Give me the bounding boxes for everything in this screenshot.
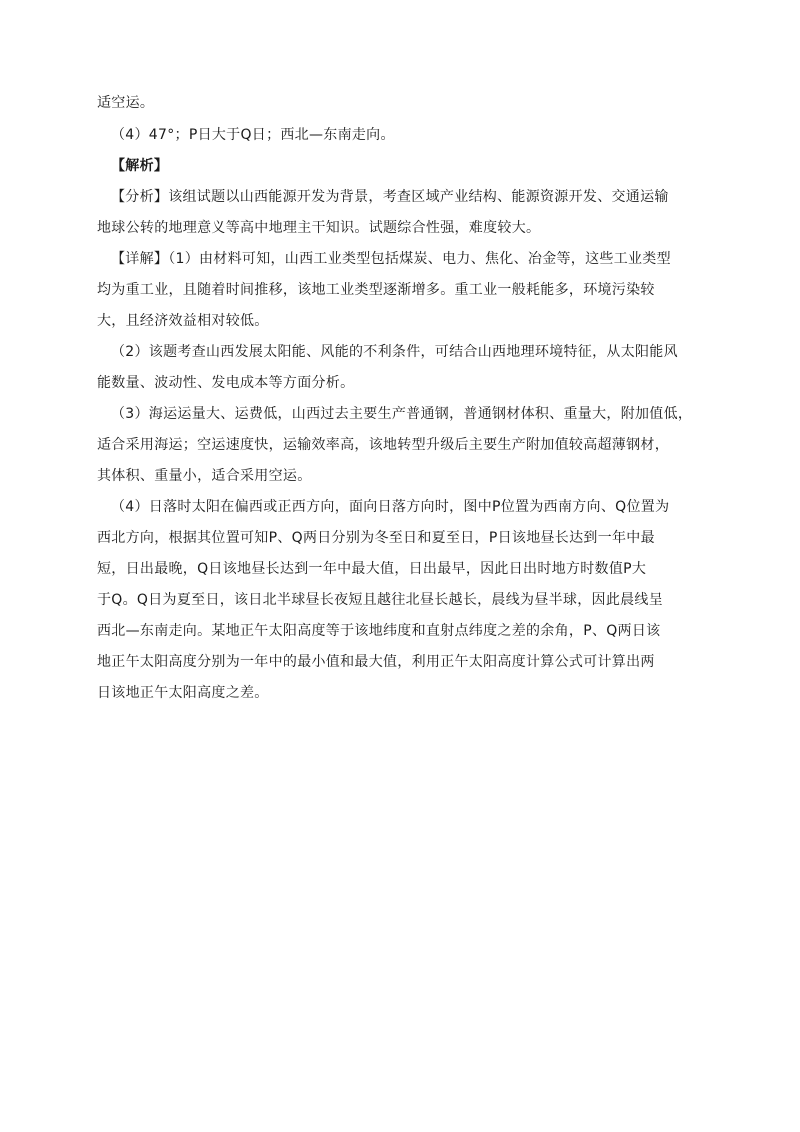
detail-line-2: 均为重工业，且随着时间推移，该地工业类型逐渐增多。重工业一般耗能多，环境污染较: [97, 282, 655, 298]
answer-line-4: （4）47°；P日大于Q日；西北—东南走向。: [111, 127, 395, 143]
text-line-1: 适空运。: [97, 95, 155, 111]
detail-line-12: 于Q。Q日为夏至日，该日北半球昼长夜短且越往北昼长越长，晨线为昼半球，因此晨线呈: [97, 592, 664, 608]
analysis-heading: 【解析】: [111, 158, 169, 174]
detail-line-10: 西北方向，根据其位置可知P、Q两日分别为冬至日和夏至日，P日该地昼长达到一年中最: [97, 530, 655, 546]
detail-line-11: 短，日出最晚，Q日该地昼长达到一年中最大值，日出最早，因此日出时地方时数值P大: [97, 561, 647, 577]
analysis-summary-line-2: 地球公转的地理意义等高中地理主干知识。试题综合性强，难度较大。: [97, 220, 541, 236]
detail-line-13: 西北—东南走向。某地正午太阳高度等于该地纬度和直射点纬度之差的余角，P、Q两日该: [97, 623, 661, 639]
detail-line-6: （3）海运运量大、运费低，山西过去主要生产普通钢，普通钢材体积、重量大，附加值低，: [111, 406, 693, 422]
detail-line-7: 适合采用海运；空运速度快，运输效率高，该地转型升级后主要生产附加值较高超薄钢材，: [97, 437, 669, 453]
detail-line-8: 其体积、重量小，适合采用空运。: [97, 468, 312, 484]
detail-line-5: 能数量、波动性、发电成本等方面分析。: [97, 375, 355, 391]
detail-line-1: 【详解】（1）由材料可知，山西工业类型包括煤炭、电力、焦化、冶金等，这些工业类型: [111, 251, 671, 267]
analysis-summary-line-1: 【分析】该组试题以山西能源开发为背景，考查区域产业结构、能源资源开发、交通运输: [111, 189, 669, 205]
detail-line-9: （4）日落时太阳在偏西或正西方向，面向日落方向时，图中P位置为西南方向、Q位置为: [111, 499, 670, 515]
detail-line-15: 日该地正午太阳高度之差。: [97, 685, 269, 701]
detail-line-14: 地正午太阳高度分别为一年中的最小值和最大值，利用正午太阳高度计算公式可计算出两: [97, 654, 655, 670]
detail-line-4: （2）该题考查山西发展太阳能、风能的不利条件，可结合山西地理环境特征，从太阳能风: [111, 344, 678, 360]
detail-line-3: 大，且经济效益相对较低。: [97, 313, 269, 329]
